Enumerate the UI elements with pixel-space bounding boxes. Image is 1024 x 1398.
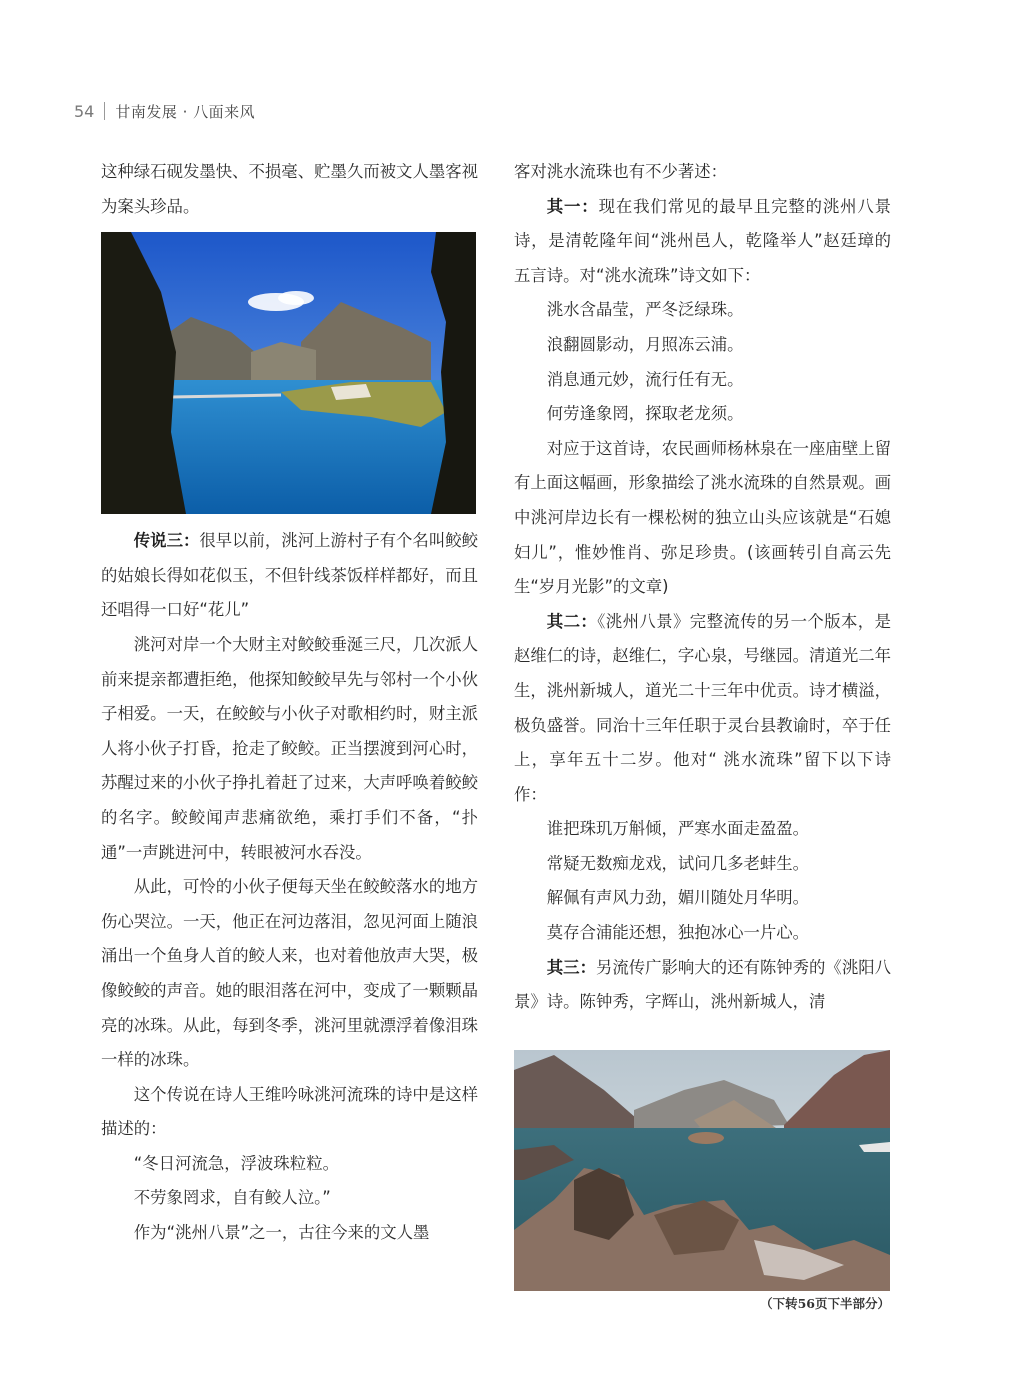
poem1-line: 洮水含晶莹，严冬泛绿珠。	[546, 300, 744, 320]
item2-label: 其二：	[546, 611, 598, 631]
winter-lake-photo	[514, 1050, 890, 1291]
continuation-caption: （下转56页下半部分）	[760, 1296, 890, 1311]
canyon-river-photo	[101, 232, 476, 514]
item1-paragraph	[514, 190, 891, 294]
legend3-label: 传说三：	[133, 531, 200, 551]
item3-paragraph	[514, 951, 891, 1020]
legend3-text: 很早以前，洮河上游村子有个名叫鲛鲛的姑娘长得如花似玉，不但针线茶饭样样都好，而且还唱得一口好“花儿”	[101, 531, 478, 620]
paragraph-3: 从此，可怜的小伙子便每天坐在鲛鲛落水的地方伤心哭泣。一天，他正在河边落泪，忽见河面上随浪涌出一个鱼身人首的鲛人来，也对着他放声大哭，极像鲛鲛的声音。她的眼泪落在河中，变成了一颗颗晶亮的冰珠。从此，每到冬季，洮河里就漂浮着像泪珠一样的冰珠。	[101, 877, 478, 1070]
paragraph-after-poem1: 对应于这首诗，农民画师杨林泉在一座庙壁上留有上面这幅画，形象描绘了洮水流珠的自然景观。画中洮河岸边长有一棵松树的独立山头应该就是“石媳妇儿”，惟妙惟肖、弥足珍贵。(该画转引自高云先生“岁月光影”的文章)	[514, 438, 891, 597]
item1-text: 现在我们常见的最早且完整的洮州八景诗，是清乾隆年间“洮州邑人，乾隆举人”赵廷璋的五言诗。对“洮水流珠”诗文如下：	[514, 196, 892, 285]
poem2-line: 谁把珠玑万斛倾，严寒水面走盈盈。	[546, 819, 810, 839]
poem1-line: 消息通元妙，流行任有无。	[546, 369, 744, 389]
poem-line: “冬日河流急，浮波珠粒粒。	[133, 1153, 339, 1173]
canyon-river-image	[101, 232, 476, 514]
intro-paragraph: 这种绿石砚发墨快、不损毫、贮墨久而被文人墨客视为案头珍品。	[101, 162, 478, 216]
paragraph-5: 作为“洮州八景”之一，古往今来的文人墨	[133, 1223, 430, 1243]
poem2-line: 莫存合浦能还想，独抱冰心一片心。	[546, 923, 810, 943]
poem2-line: 常疑无数痴龙戏，试问几多老蚌生。	[546, 853, 810, 873]
left-column	[101, 155, 478, 1251]
continued-paragraph: 客对洮水流珠也有不少著述：	[514, 162, 728, 181]
poem-line: 不劳象罔求，自有鲛人泣。”	[133, 1188, 331, 1208]
poem1-line: 何劳逢象罔，探取老龙须。	[546, 404, 744, 424]
page-number: 54	[74, 101, 95, 121]
item3-label: 其三：	[546, 957, 596, 977]
winter-lake-image	[514, 1050, 890, 1291]
item1-label: 其一：	[546, 196, 599, 216]
header-divider	[104, 102, 105, 120]
section-title: 甘南发展 · 八面来风	[115, 102, 256, 121]
item3-text: 另流传广影响大的还有陈钟秀的《洮阳八景》诗。陈钟秀，字辉山，洮州新城人，清	[514, 957, 891, 1012]
legend3-paragraph	[101, 524, 478, 628]
paragraph-4: 这个传说在诗人王维吟咏洮河流珠的诗中是这样描述的：	[101, 1084, 478, 1139]
page-header	[74, 99, 255, 123]
right-column	[514, 155, 891, 1020]
paragraph-2: 洮河对岸一个大财主对鲛鲛垂涎三尺，几次派人前来提亲都遭拒绝，他探知鲛鲛早先与邻村一个小伙子相爱。一天，在鲛鲛与小伙子对歌相约时，财主派人将小伙子打昏，抢走了鲛鲛。正当摆渡到河心时，苏醒过来的小伙子挣扎着赶了过来，大声呼唤着鲛鲛的名字。鲛鲛闻声悲痛欲绝，乘打手们不备，“扑通”一声跳进河中，转眼被河水吞没。	[101, 634, 478, 862]
poem1-line: 浪翻圆影动，月照冻云浦。	[546, 334, 744, 354]
item2-paragraph	[514, 605, 891, 813]
poem2-line: 解佩有声风力劲，媚川随处月华明。	[546, 888, 810, 908]
item2-text: 《洮州八景》完整流传的另一个版本，是赵维仁的诗，赵维仁，字心泉，号继园。清道光二年生，洮州新城人，道光二十三年中优贡。诗才横溢，极负盛誉。同治十三年任职于灵台县教谕时，卒于任上，享年五十二岁。他对“ 洮水流珠”留下以下诗作：	[514, 611, 891, 804]
